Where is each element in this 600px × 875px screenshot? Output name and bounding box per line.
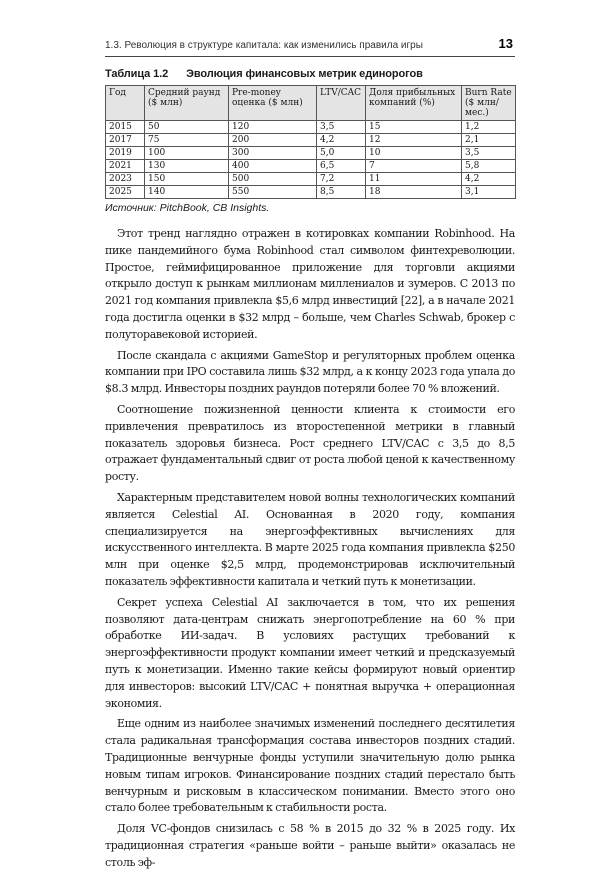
body-text: [105, 226, 515, 875]
paragraph: После скандала с акциями GameStop и регуляторных проблем оценка компании при IPO составила лишь $32 млрд, а к концу 2023 года упала до $8.3 млрд. Инвесторы поздних раундов потеряли более 70 % вложений.: [105, 348, 515, 396]
table-cell: 100: [145, 147, 229, 160]
table-cell: 12: [366, 134, 462, 147]
paragraph: Характерным представителем новой волны технологических компаний является Celestial AI. Основанная в 2020 году, компания специализируется на энергоэффективных вычислениях для искусственного интеллекта. В марте 2025 года компания привлекла $250 млн при оценке $2,5 млрд, продемонстрировав исключительный показатель эффективности капитала и четкий путь к монетизации.: [105, 490, 515, 588]
column-header: Доля прибыльных компаний (%): [366, 86, 462, 121]
table-cell: 7: [366, 160, 462, 173]
table-cell: 8,5: [317, 186, 366, 199]
table-cell: 5,0: [317, 147, 366, 160]
table-caption: [105, 68, 515, 80]
table-cell: 120: [229, 121, 317, 134]
table-cell: 2021: [106, 160, 145, 173]
table-row: [106, 160, 516, 173]
table-header-row: [106, 86, 516, 121]
header-divider: [105, 56, 515, 57]
column-header: Средний раунд ($ млн): [145, 86, 229, 121]
table-cell: 140: [145, 186, 229, 199]
table-cell: 2017: [106, 134, 145, 147]
table-cell: 5,8: [462, 160, 516, 173]
table-row: [106, 173, 516, 186]
paragraph: Еще одним из наиболее значимых изменений последнего десятилетия стала радикальная трансформация состава инвесторов поздних стадий. Традиционные венчурные фонды уступили значительную долю рынка новым типам игроков. Финансирование поздних стадий перестало быть венчурным и рисковым в классическом понимании. Вместо этого оно стало более требовательным к стабильности роста.: [105, 717, 515, 815]
table-cell: 2019: [106, 147, 145, 160]
table-cell: 1,2: [462, 121, 516, 134]
column-header: Burn Rate ($ млн/мес.): [462, 86, 516, 121]
table-cell: 400: [229, 160, 317, 173]
table-row: [106, 186, 516, 199]
page-number: 13: [498, 36, 513, 51]
table-cell: 2025: [106, 186, 145, 199]
table-cell: 4,2: [317, 134, 366, 147]
table-cell: 3,5: [317, 121, 366, 134]
table-cell: 7,2: [317, 173, 366, 186]
table-cell: 4,2: [462, 173, 516, 186]
running-title: 1.3. Революция в структуре капитала: как изменились правила игры: [105, 40, 423, 51]
table-cell: 2023: [106, 173, 145, 186]
table-title: Эволюция финансовых метрик единорогов: [186, 68, 423, 80]
table-row: [106, 121, 516, 134]
paragraph: Соотношение пожизненной ценности клиента к стоимости его привлечения превратилось из второстепенной метрики в главный показатель здоровья бизнеса. Рост среднего LTV/CAC с 3,5 до 8,5 отражает фундаментальный сдвиг от роста любой ценой к качественному росту.: [105, 402, 515, 484]
column-header: LTV/CAC: [317, 86, 366, 121]
column-header: Pre-money оценка ($ млн): [229, 86, 317, 121]
paragraph: Этот тренд наглядно отражен в котировках компании Robinhood. На пике пандемийного бума Robinhood стал символом финтехреволюции. Простое, геймифицированное приложение для торговли акциями открыло доступ к рынкам миллионам миллениалов и зумеров. С 2013 по 2021 год компания привлекла $5,6 млрд инвестиций [22], а в начале 2021 года достигла оценки в $32 млрд – больше, чем Charles Schwab, брокер с полуторавековой историей.: [105, 227, 515, 341]
table-cell: 2,1: [462, 134, 516, 147]
table-label: Таблица 1.2: [105, 68, 169, 80]
table-cell: 150: [145, 173, 229, 186]
metrics-table: [105, 85, 516, 199]
paragraph: Секрет успеха Celestial AI заключается в том, что их решения позволяют дата-центрам снижать энергопотребление на 60 % при обработке ИИ-задач. В условиях растущих требований к энергоэффективности продукт компании имеет четкий и предсказуемый путь к монетизации. Именно такие кейсы формируют новый ориентир для инвесторов: высокий LTV/CAC + понятная выручка + операционная экономия.: [105, 595, 515, 710]
table-cell: 2015: [106, 121, 145, 134]
table-cell: 550: [229, 186, 317, 199]
table-cell: 11: [366, 173, 462, 186]
table-cell: 15: [366, 121, 462, 134]
table-row: [106, 147, 516, 160]
table-cell: 500: [229, 173, 317, 186]
table-cell: 50: [145, 121, 229, 134]
table-cell: 3,5: [462, 147, 516, 160]
table-source-note: Источник: PitchBook, CB Insights.: [105, 202, 270, 214]
table-cell: 300: [229, 147, 317, 160]
table-cell: 200: [229, 134, 317, 147]
table-cell: 10: [366, 147, 462, 160]
table-cell: 6,5: [317, 160, 366, 173]
paragraph: Доля VC-фондов снизилась с 58 % в 2015 до 32 % в 2025 году. Их традиционная стратегия «раньше войти – раньше выйти» оказалась не столь эф-: [105, 822, 515, 869]
table-cell: 75: [145, 134, 229, 147]
table-cell: 18: [366, 186, 462, 199]
running-header: [105, 36, 515, 56]
table-cell: 130: [145, 160, 229, 173]
table-cell: 3,1: [462, 186, 516, 199]
table-row: [106, 134, 516, 147]
column-header: Год: [106, 86, 145, 121]
